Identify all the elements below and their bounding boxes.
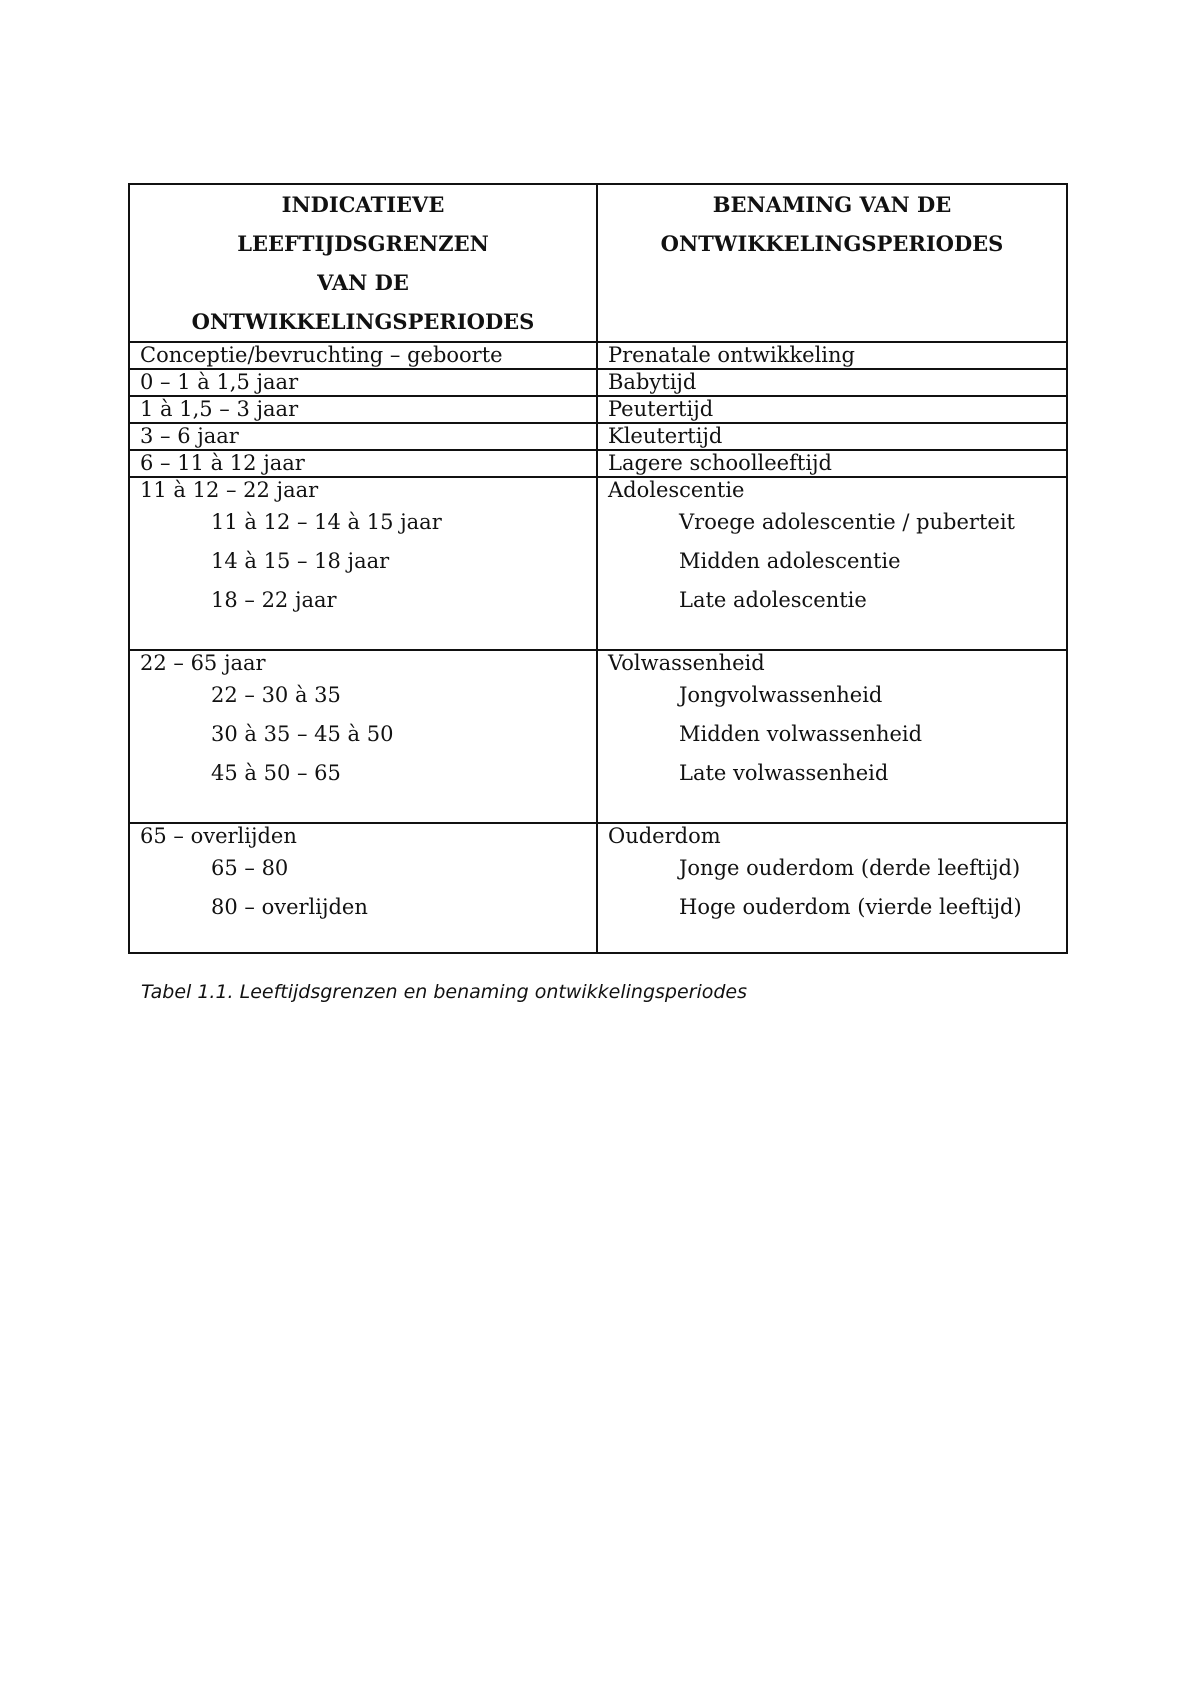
header-age-limits xyxy=(129,184,597,342)
period-name-cell: Prenatale ontwikkeling xyxy=(597,342,1067,369)
period-name-cell xyxy=(597,823,1067,953)
table-row-group-adolescence xyxy=(129,477,1067,650)
sub-period-label: Late volwassenheid xyxy=(679,761,889,785)
sub-age-label: 22 – 30 à 35 xyxy=(211,683,341,707)
age-cell xyxy=(129,477,597,650)
header-line: ONTWIKKELINGSPERIODES xyxy=(191,309,535,334)
period-name-cell: Babytijd xyxy=(597,369,1067,396)
table-header-row xyxy=(129,184,1067,342)
period-name-cell: Lagere schoolleeftijd xyxy=(597,450,1067,477)
age-cell: 6 – 11 à 12 jaar xyxy=(129,450,597,477)
table-row xyxy=(129,342,1067,369)
table-row xyxy=(129,423,1067,450)
group-period-label: Ouderdom xyxy=(608,824,721,848)
period-name-cell: Peutertijd xyxy=(597,396,1067,423)
table-row xyxy=(129,450,1067,477)
age-cell: Conceptie/bevruchting – geboorte xyxy=(129,342,597,369)
sub-period-label: Jonge ouderdom (derde leeftijd) xyxy=(679,856,1021,880)
period-name-cell: Kleutertijd xyxy=(597,423,1067,450)
group-age-label: 22 – 65 jaar xyxy=(140,651,266,675)
sub-period-label: Jongvolwassenheid xyxy=(679,683,883,707)
sub-period-label: Midden volwassenheid xyxy=(679,722,923,746)
sub-period-label: Late adolescentie xyxy=(679,588,867,612)
age-cell xyxy=(129,823,597,953)
header-period-names xyxy=(597,184,1067,342)
group-period-label: Adolescentie xyxy=(608,478,745,502)
table-row xyxy=(129,369,1067,396)
sub-period-label: Hoge ouderdom (vierde leeftijd) xyxy=(679,895,1022,919)
header-line: BENAMING VAN DE xyxy=(712,192,952,217)
header-line: LEEFTIJDSGRENZEN xyxy=(237,231,489,256)
sub-age-label: 18 – 22 jaar xyxy=(211,588,337,612)
sub-age-label: 30 à 35 – 45 à 50 xyxy=(211,722,394,746)
group-age-label: 65 – overlijden xyxy=(140,824,297,848)
age-cell: 3 – 6 jaar xyxy=(129,423,597,450)
table-row-group-old-age xyxy=(129,823,1067,953)
sub-period-label: Midden adolescentie xyxy=(679,549,901,573)
sub-age-label: 45 à 50 – 65 xyxy=(211,761,341,785)
header-line: ONTWIKKELINGSPERIODES xyxy=(660,231,1004,256)
table-row-group-adulthood xyxy=(129,650,1067,823)
sub-period-label: Vroege adolescentie / puberteit xyxy=(679,510,1015,534)
development-periods-table xyxy=(128,183,1068,954)
age-cell: 1 à 1,5 – 3 jaar xyxy=(129,396,597,423)
sub-age-label: 65 – 80 xyxy=(211,856,289,880)
period-name-cell xyxy=(597,650,1067,823)
age-cell: 0 – 1 à 1,5 jaar xyxy=(129,369,597,396)
sub-age-label: 11 à 12 – 14 à 15 jaar xyxy=(211,510,442,534)
header-line: VAN DE xyxy=(317,270,409,295)
table-row xyxy=(129,396,1067,423)
group-age-label: 11 à 12 – 22 jaar xyxy=(140,478,319,502)
sub-age-label: 80 – overlijden xyxy=(211,895,368,919)
group-period-label: Volwassenheid xyxy=(608,651,765,675)
period-name-cell xyxy=(597,477,1067,650)
header-line: INDICATIEVE xyxy=(281,192,445,217)
sub-age-label: 14 à 15 – 18 jaar xyxy=(211,549,390,573)
table-caption: Tabel 1.1. Leeftijdsgrenzen en benaming ontwikkelingsperiodes xyxy=(141,981,748,1003)
age-cell xyxy=(129,650,597,823)
